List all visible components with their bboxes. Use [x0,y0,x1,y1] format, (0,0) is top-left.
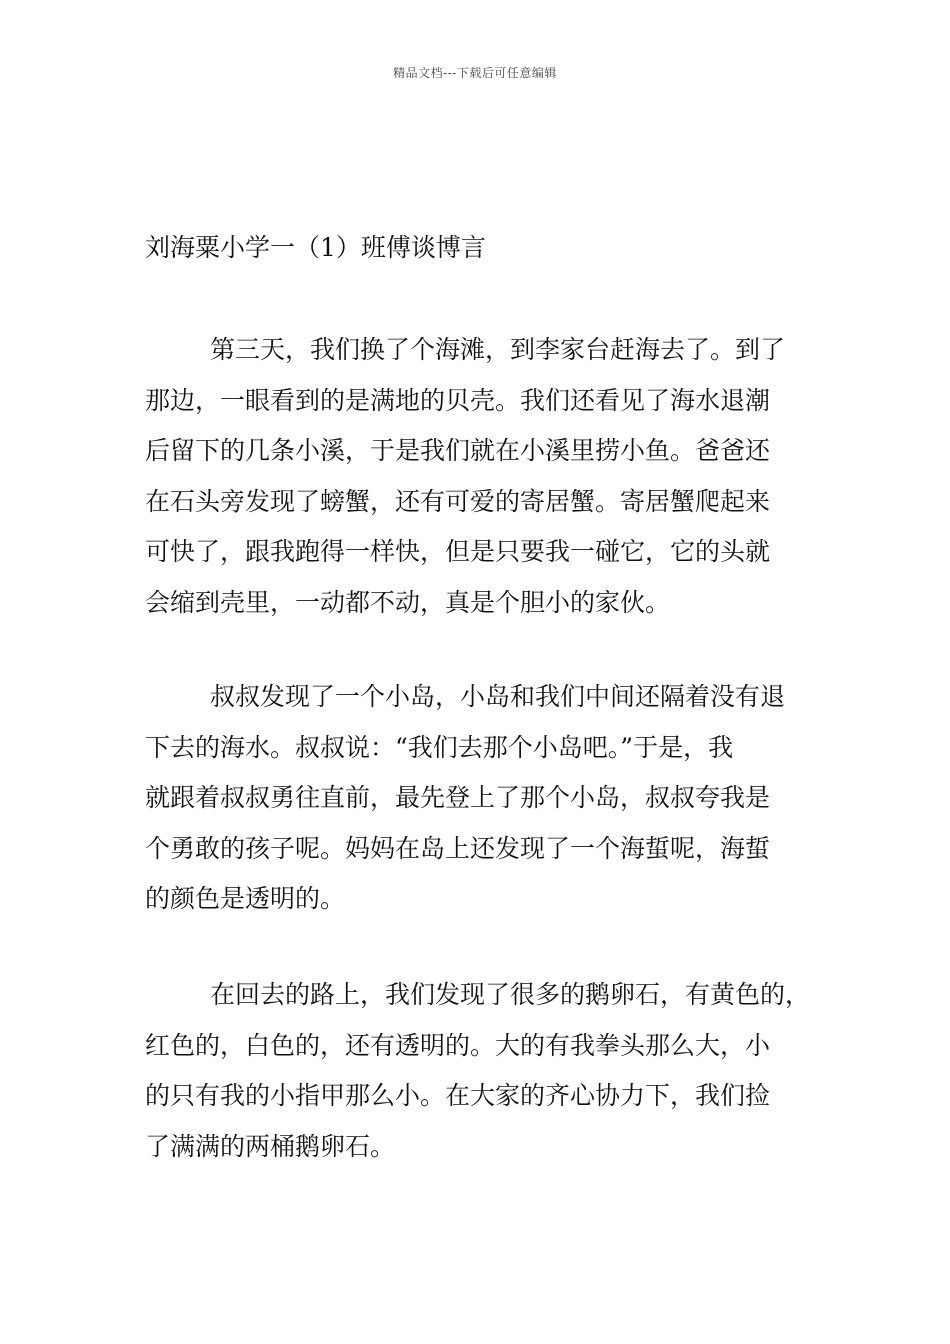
paragraph-line: 个勇敢的孩子呢。妈妈在岛上还发现了一个海蜇呢，海蜇 [145,833,771,863]
paragraph-line: 下去的海水。叔叔说：“我们去那个小岛吧。”于是，我 [145,732,734,762]
header-note: 精品文档---下载后可任意编辑 [393,66,557,80]
document-title: 刘海粟小学一（1）班傅谈博言 [145,233,486,262]
paragraph-line: 在石头旁发现了螃蟹，还有可爱的寄居蟹。寄居蟹爬起来 [145,486,771,516]
paragraph-line: 那边，一眼看到的是满地的贝壳。我们还看见了海水退潮 [145,385,771,415]
paragraph-line: 第三天，我们换了个海滩，到李家台赶海去了。到了 [210,335,786,364]
paragraph-line: 会缩到壳里，一动都不动，真是个胆小的家伙。 [145,587,671,617]
paragraph-line: 就跟着叔叔勇往直前，最先登上了那个小岛，叔叔夸我是 [145,783,771,812]
paragraph-line: 的只有我的小指甲那么小。在大家的齐心协力下，我们捡 [145,1081,771,1110]
paragraph-line: 后留下的几条小溪，于是我们就在小溪里捞小鱼。爸爸还 [145,436,771,465]
paragraph-line: 叔叔发现了一个小岛，小岛和我们中间还隔着没有退 [210,682,786,711]
paragraph-line: 在回去的路上，我们发现了很多的鹅卵石，有黄色的， [210,980,811,1009]
paragraph-1 [145,325,805,628]
paragraph-line: 可快了，跟我跑得一样快，但是只要我一碰它，它的头就 [145,537,771,566]
paragraph-line: 了满满的两桶鹅卵石。 [145,1131,396,1161]
paragraph-2 [145,672,805,925]
paragraph-3 [145,970,811,1172]
paragraph-line: 的颜色是透明的。 [145,884,346,913]
paragraph-line: 红色的，白色的，还有透明的。大的有我拳头那么大，小 [145,1030,771,1060]
